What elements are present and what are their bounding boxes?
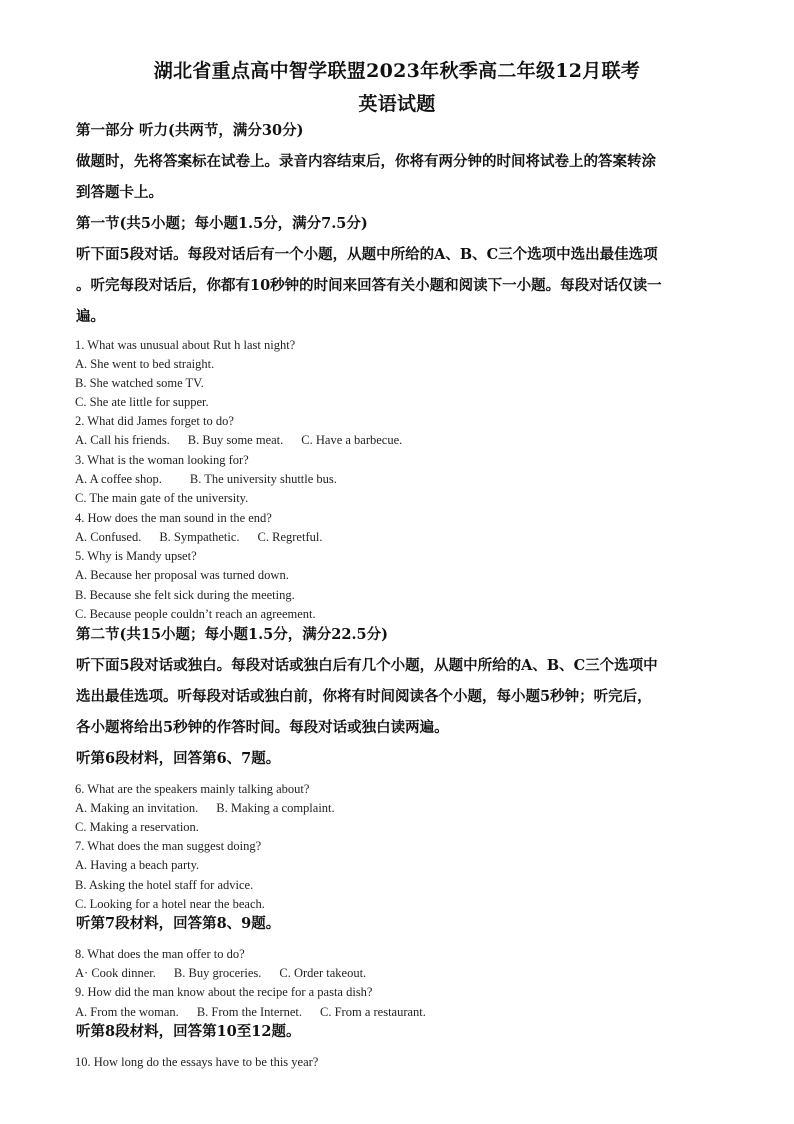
part1-heading: 第一部分 听力(共两节，满分30分) bbox=[76, 122, 304, 139]
question-3: 3. What is the woman looking for? bbox=[75, 453, 249, 467]
question-8-option-c: C. Order takeout. bbox=[279, 966, 367, 980]
question-1-option-b: B. She watched some TV. bbox=[75, 376, 204, 390]
section2-heading: 第二节(共15小题；每小题1.5分，满分22.5分) bbox=[76, 626, 388, 643]
section1-heading: 第一节(共5小题；每小题1.5分，满分7.5分) bbox=[76, 215, 368, 232]
question-9: 9. How did the man know about the recipe for a pasta dish? bbox=[75, 985, 373, 999]
question-1-option-c: C. She ate little for supper. bbox=[75, 395, 209, 409]
question-3-options bbox=[75, 471, 355, 487]
question-8-option-a: A· Cook dinner. bbox=[75, 966, 156, 980]
part1-instruction-line1: 做题时，先将答案标在试卷上。录音内容结束后，你将有两分钟的时间将试卷上的答案转涂 bbox=[76, 153, 656, 170]
question-4-options bbox=[75, 529, 340, 545]
section2-instruction-line2: 选出最佳选项。听每段对话或独白前，你将有时间阅读各个小题，每小题5秒钟；听完后， bbox=[76, 688, 652, 705]
section1-instruction-line3: 遍。 bbox=[76, 308, 105, 325]
section1-instruction-line2: 。听完每段对话后，你都有10秒钟的时间来回答有关小题和阅读下一小题。每段对话仅读一 bbox=[76, 277, 662, 294]
question-1-option-a: A. She went to bed straight. bbox=[75, 357, 215, 371]
question-9-option-b: B. From the Internet. bbox=[196, 1005, 303, 1019]
question-6: 6. What are the speakers mainly talking about? bbox=[75, 782, 310, 796]
question-7-option-b: B. Asking the hotel staff for advice. bbox=[75, 878, 254, 892]
question-10: 10. How long do the essays have to be this year? bbox=[75, 1055, 319, 1069]
part1-instruction-line2: 到答题卡上。 bbox=[76, 184, 163, 201]
question-3-option-c: C. The main gate of the university. bbox=[75, 491, 249, 505]
question-2-options bbox=[75, 432, 420, 448]
question-7-option-c: C. Looking for a hotel near the beach. bbox=[75, 897, 265, 911]
question-7: 7. What does the man suggest doing? bbox=[75, 839, 262, 853]
material-8-heading: 听第8段材料，回答第10至12题。 bbox=[76, 1023, 301, 1040]
question-8-options bbox=[75, 965, 384, 981]
question-2-option-c: C. Have a barbecue. bbox=[301, 433, 403, 447]
exam-subtitle: 英语试题 bbox=[358, 93, 436, 115]
question-7-option-a: A. Having a beach party. bbox=[75, 858, 200, 872]
question-4: 4. How does the man sound in the end? bbox=[75, 511, 272, 525]
question-2: 2. What did James forget to do? bbox=[75, 414, 234, 428]
question-6-option-b: B. Making a complaint. bbox=[216, 801, 335, 815]
section1-instruction-line1: 听下面5段对话。每段对话后有一个小题，从题中所给的A、B、C三个选项中选出最佳选项 bbox=[76, 246, 658, 263]
material-6-heading: 听第6段材料，回答第6、7题。 bbox=[76, 750, 281, 767]
question-8: 8. What does the man offer to do? bbox=[75, 947, 245, 961]
question-2-option-a: A. Call his friends. bbox=[75, 433, 170, 447]
question-6-options bbox=[75, 800, 353, 816]
section2-instruction-line3: 各小题将给出5秒钟的作答时间。每段对话或独白读两遍。 bbox=[76, 719, 449, 736]
question-5: 5. Why is Mandy upset? bbox=[75, 549, 197, 563]
question-2-option-b: B. Buy some meat. bbox=[187, 433, 284, 447]
exam-title: 湖北省重点高中智学联盟2023年秋季高二年级12月联考 bbox=[153, 60, 641, 82]
question-4-option-a: A. Confused. bbox=[75, 530, 142, 544]
question-4-option-b: B. Sympathetic. bbox=[159, 530, 240, 544]
question-9-option-c: C. From a restaurant. bbox=[320, 1005, 426, 1019]
question-5-option-b: B. Because she felt sick during the meeting. bbox=[75, 588, 295, 602]
question-8-option-b: B. Buy groceries. bbox=[173, 966, 262, 980]
question-1: 1. What was unusual about Rut h last night? bbox=[75, 338, 296, 352]
question-6-option-c: C. Making a reservation. bbox=[75, 820, 199, 834]
question-4-option-c: C. Regretful. bbox=[257, 530, 323, 544]
question-5-option-c: C. Because people couldn’t reach an agreement. bbox=[75, 607, 316, 621]
question-9-option-a: A. From the woman. bbox=[75, 1005, 179, 1019]
material-7-heading: 听第7段材料，回答第8、9题。 bbox=[76, 915, 281, 932]
question-6-option-a: A. Making an invitation. bbox=[75, 801, 199, 815]
question-3-option-a: A. A coffee shop. bbox=[75, 472, 162, 486]
section2-instruction-line1: 听下面5段对话或独白。每段对话或独白后有几个小题，从题中所给的A、B、C三个选项中 bbox=[76, 657, 658, 674]
question-3-option-b: B. The university shuttle bus. bbox=[189, 472, 337, 486]
question-5-option-a: A. Because her proposal was turned down. bbox=[75, 568, 289, 582]
